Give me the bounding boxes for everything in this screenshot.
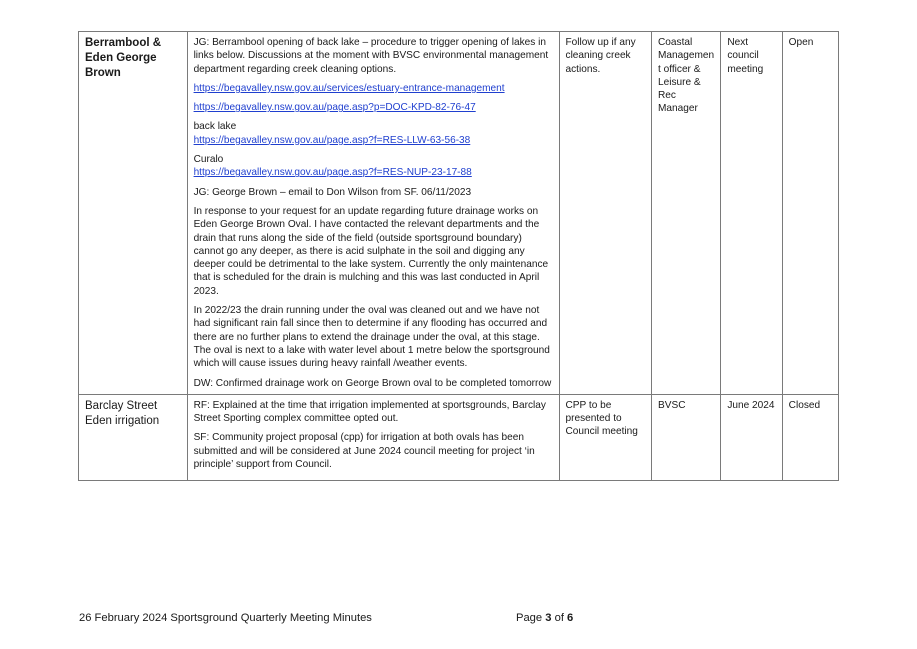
table-row (79, 394, 839, 480)
history-paragraph: In 2022/23 the drain running under the oval was cleaned out and we have not had significant rain fall since then to determine if any flooding has occurred and there are no further plans to extend the drainage under the oval, at this stage. The oval is next to a lake with water level about 1 metre below the sportsground which will cause issues during heavy rainfall /weather events. (193, 305, 550, 370)
confirmation-note: DW: Confirmed drainage work on George Brown oval to be completed tomorrow (193, 377, 552, 389)
action-cell: Follow up if any cleaning creek actions. (559, 32, 651, 395)
page-number (516, 612, 573, 624)
doc-link[interactable]: https://begavalley.nsw.gov.au/page.asp?p=DOC-KPD-82-76-47 (193, 102, 476, 114)
discussion-cell (187, 32, 559, 395)
page-current: 3 (545, 612, 552, 624)
discussion-paragraph: SF: Community project proposal (cpp) for irrigation at both ovals has been submitted and will be considered at June 2024 council meeting for project ‘in principle’ support from Council. (193, 432, 535, 471)
estuary-link[interactable]: https://begavalley.nsw.gov.au/services/estuary-entrance-management (193, 82, 505, 94)
responsible-cell: Coastal Managemen t officer & Leisure & Rec Manager (652, 32, 721, 395)
footer-title: 26 February 2024 Sportsground Quarterly Meeting Minutes (79, 612, 372, 624)
discussion-paragraph: RF: Explained at the time that irrigation implemented at sportsgrounds, Barclay Street Sporting complex committee opted out. (193, 399, 546, 425)
curalo-label: Curalo (193, 154, 224, 166)
response-paragraph: In response to your request for an update regarding future drainage works on Eden George Brown Oval. I have contacted the relevant departments and the drain that runs along the side of the field (outside sportsground boundary) cannot go any deeper, as there is acid sulphate in the soil and digging any deeper could be detrimental to the lake system. Currently the only maintenance that is scheduled for the drain is mulching and this was last conducted in April 2023. (193, 205, 549, 297)
action-cell: CPP to be presented to Council meeting (559, 394, 651, 480)
status-cell: Open (782, 32, 838, 395)
curalo-link[interactable]: https://begavalley.nsw.gov.au/page.asp?f=RES-NUP-23-17-88 (193, 167, 472, 179)
email-note: JG: George Brown – email to Don Wilson from SF. 06/11/2023 (193, 186, 472, 198)
discussion-intro: JG: Berrambool opening of back lake – procedure to trigger opening of lakes in links below. Discussions at the moment with BVSC environmental management department regarding creek cleaning options. (193, 37, 549, 75)
due-cell: Next council meeting (721, 32, 782, 395)
page-label: Page (516, 612, 543, 624)
page-of: of (554, 612, 564, 624)
minutes-table (78, 31, 839, 481)
responsible-cell: BVSC (652, 394, 721, 480)
item-cell (79, 394, 188, 480)
discussion-cell (187, 394, 559, 480)
item-cell (79, 32, 188, 395)
due-cell: June 2024 (721, 394, 782, 480)
back-lake-link[interactable]: https://begavalley.nsw.gov.au/page.asp?f=RES-LLW-63-56-38 (193, 134, 471, 146)
item-title: Berrambool & Eden George Brown (85, 37, 162, 79)
item-title: Barclay Street Eden irrigation (85, 399, 160, 427)
page-total: 6 (567, 612, 574, 624)
back-lake-label: back lake (193, 121, 237, 133)
table-row (79, 32, 839, 395)
status-cell: Closed (782, 394, 838, 480)
